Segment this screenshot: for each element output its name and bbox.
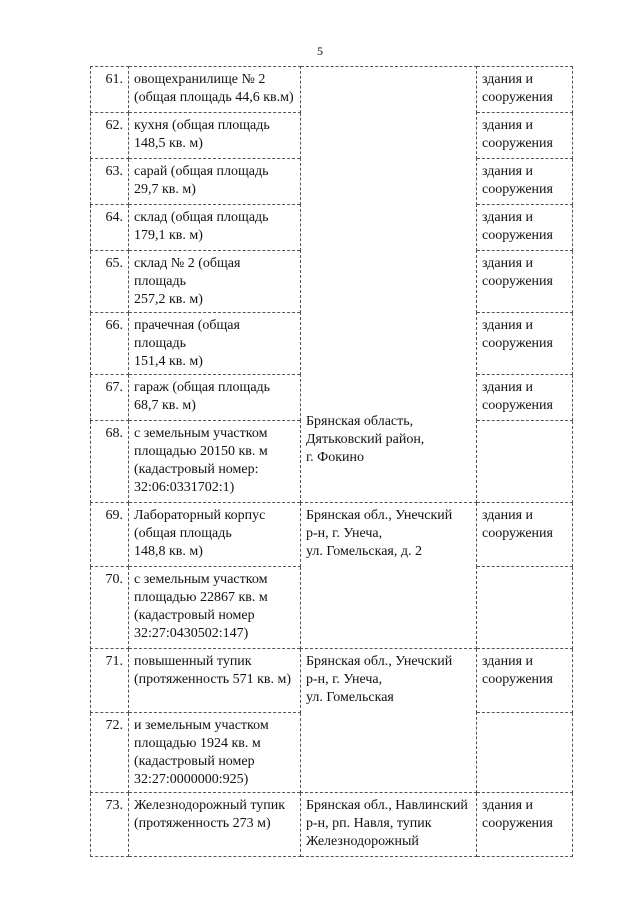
object-type: здания и сооружения: [477, 67, 573, 113]
object-type: здания и сооружения: [477, 503, 573, 567]
row-number: 72.: [91, 713, 129, 793]
row-number: 61.: [91, 67, 129, 113]
object-type: здания и сооружения: [477, 375, 573, 421]
object-name: Лабораторный корпус (общая площадь 148,8 кв. м): [129, 503, 301, 567]
property-table: [90, 66, 573, 857]
row-number: 73.: [91, 793, 129, 857]
object-name: Железнодорожный тупик (протяженность 273 м): [129, 793, 301, 857]
location-cell: Брянская обл., Навлинский р-н, рп. Навля, тупик Железнодорожный: [301, 793, 477, 857]
object-name: с земельным участком площадью 20150 кв. м (кадастровый номер: 32:06:0331702:1): [129, 421, 301, 503]
object-name: овощехранилище № 2 (общая площадь 44,6 кв.м): [129, 67, 301, 113]
row-number: 70.: [91, 567, 129, 649]
location-cell: Брянская обл., Унечский р-н, г. Унеча, ул. Гомельская: [301, 649, 477, 793]
object-name: кухня (общая площадь 148,5 кв. м): [129, 113, 301, 159]
location-cell: Брянская обл., Унечский р-н, г. Унеча, ул. Гомельская, д. 2: [301, 503, 477, 649]
object-type: [477, 713, 573, 793]
page-number: 5: [317, 44, 323, 58]
object-type: здания и сооружения: [477, 113, 573, 159]
object-type: здания и сооружения: [477, 793, 573, 857]
object-name: склад (общая площадь 179,1 кв. м): [129, 205, 301, 251]
object-name: склад № 2 (общая площадь 257,2 кв. м): [129, 251, 301, 313]
row-number: 63.: [91, 159, 129, 205]
object-type: [477, 567, 573, 649]
table-row: [91, 649, 573, 713]
row-number: 68.: [91, 421, 129, 503]
location-cell: [301, 67, 477, 503]
row-number: 71.: [91, 649, 129, 713]
object-type: здания и сооружения: [477, 159, 573, 205]
object-name: повышенный тупик (протяженность 571 кв. м): [129, 649, 301, 713]
location-text: Брянская область, Дятьковский район, г. Фокино: [306, 413, 425, 465]
object-name: с земельным участком площадью 22867 кв. м (кадастровый номер 32:27:0430502:147): [129, 567, 301, 649]
row-number: 66.: [91, 313, 129, 375]
row-number: 65.: [91, 251, 129, 313]
object-type: здания и сооружения: [477, 649, 573, 713]
object-type: здания и сооружения: [477, 251, 573, 313]
object-type: [477, 421, 573, 503]
row-number: 69.: [91, 503, 129, 567]
table-row: [91, 503, 573, 567]
object-type: здания и сооружения: [477, 205, 573, 251]
row-number: 62.: [91, 113, 129, 159]
object-name: и земельным участком площадью 1924 кв. м (кадастровый номер 32:27:0000000:925): [129, 713, 301, 793]
object-name: гараж (общая площадь 68,7 кв. м): [129, 375, 301, 421]
object-name: сарай (общая площадь 29,7 кв. м): [129, 159, 301, 205]
object-type: здания и сооружения: [477, 313, 573, 375]
object-name: прачечная (общая площадь 151,4 кв. м): [129, 313, 301, 375]
row-number: 64.: [91, 205, 129, 251]
table-row: [91, 67, 573, 113]
row-number: 67.: [91, 375, 129, 421]
table-row: [91, 793, 573, 857]
